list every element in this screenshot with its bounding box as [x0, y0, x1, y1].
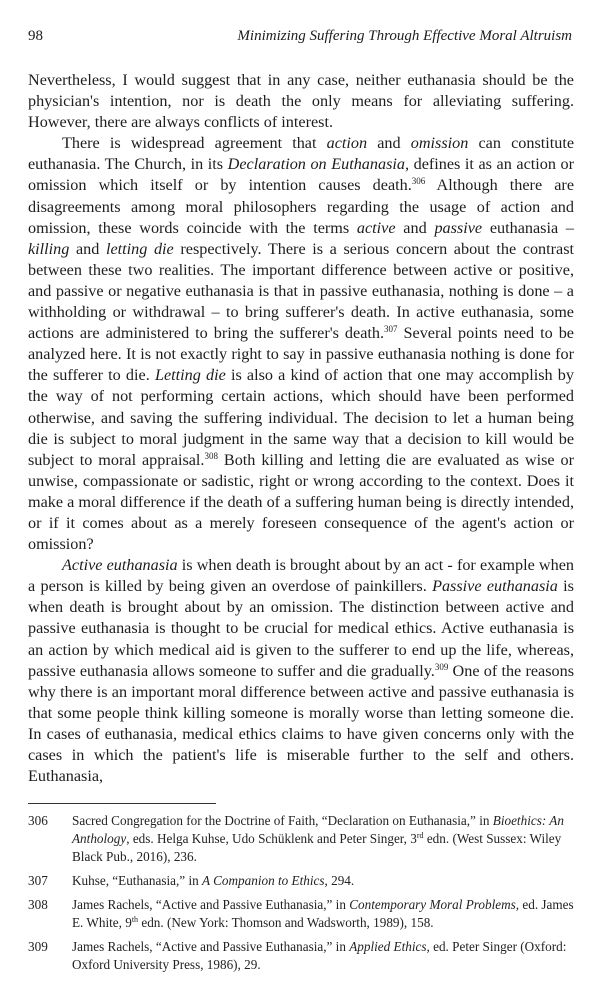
emphasis: Passive euthanasia [432, 577, 558, 596]
footnote-ref-308[interactable]: 308 [204, 450, 218, 461]
text-run: James Rachels, “Active and Passive Euthanasia,” in [72, 897, 350, 912]
footnote-307 [28, 872, 574, 890]
text-run: , 294. [324, 873, 355, 888]
footnote-ref-306[interactable]: 306 [411, 176, 426, 187]
text-run: Kuhse, “Euthanasia,” in [72, 873, 203, 888]
text-run: , eds. Helga Kuhse, Udo Schüklenk and Peter Singer, 3 [126, 831, 417, 846]
footnote-ref-309[interactable]: 309 [434, 661, 449, 672]
ordinal-suffix: rd [416, 831, 424, 840]
footnote-ref-307[interactable]: 307 [384, 324, 398, 335]
text-run: and [69, 239, 106, 258]
book-title: Bioethics: An Anthology [72, 813, 564, 846]
text-run: Both killing and letting die are evaluated as wise or unwise, compassionate or sadistic, right or wrong according to the context. Does it make a moral difference if the death of a suffering human being is directly intended, or if it comes about as a merely foreseen consequence of the agent's action or omission? [28, 450, 574, 554]
footnote-text [72, 938, 574, 974]
emphasis: letting die [105, 239, 174, 258]
text-run: edn. (New York: Thomson and Wadsworth, 1989), 158. [138, 915, 434, 930]
ordinal-suffix: th [131, 915, 139, 924]
text-run: is when death is brought about by an act - for example when a person is killed by being given an overdose of painkillers. [28, 556, 574, 596]
text-run: can constitute euthanasia. The Church, in its [28, 134, 575, 174]
text-run: Sacred Congregation for the Doctrine of Faith, “Declaration on Euthanasia,” in [72, 813, 493, 828]
text-run: One of the reasons why there is an important moral difference between active and passive euthanasia is that some people think killing someone is morally worse than letting someone die. In cases of euthanasia, medical ethics claims to have given concerns only with the cases in which the patient's life is miserable further to the self and others. Euthanasia, [28, 661, 574, 786]
footnote-text [72, 812, 574, 866]
footnote-text [72, 896, 574, 932]
emphasis: passive [434, 218, 483, 237]
footnote-number: 306 [28, 813, 48, 828]
text-run: and [395, 218, 435, 237]
running-title: Minimizing Suffering Through Effective Moral Altruism [237, 28, 572, 44]
text-run: James Rachels, “Active and Passive Euthanasia,” in [72, 939, 350, 954]
book-title: A Companion to Ethics [202, 873, 325, 888]
footnote-308 [28, 896, 574, 932]
document-title: Declaration on Euthanasia, [227, 155, 410, 174]
body-text [28, 70, 574, 787]
footnote-text [72, 872, 574, 890]
book-title: Applied Ethics [349, 939, 427, 954]
text-run: defines it as an action or omission which itself or by intention causes death. [28, 155, 574, 195]
text-run: edn. (West Sussex: Wiley Black Pub., 2016), 236. [72, 831, 562, 864]
footnote-number: 307 [28, 873, 48, 888]
text-run: is when death is brought about by an omission. The distinction between active and passive euthanasia is thought to be crucial for medical ethics. Active euthanasia is an action by which medical aid is given to the sufferer to end up the life, whereas, passive euthanasia allows someone to suffer and die gradually. [28, 577, 574, 680]
emphasis: Active euthanasia [62, 556, 178, 575]
footnote-306 [28, 812, 574, 866]
book-title: Contemporary Moral Problems [349, 897, 516, 912]
page-number: 98 [28, 28, 43, 44]
text-run: respectively. There is a serious concern about the contrast between these two realities. The important difference between active or positive, and passive or negative euthanasia is that in passive euthanasia, nothing is done – a withholding or withdrawal – to bring sufferer's death. In active euthanasia, some actions are administered to bring the sufferer's death. [28, 239, 574, 343]
emphasis: omission [410, 134, 469, 153]
paragraph-3 [28, 555, 574, 787]
emphasis: killing [28, 239, 70, 258]
footnote-divider [28, 803, 216, 804]
text-run: There is widespread agreement that [62, 134, 327, 153]
text-run: euthanasia – [482, 218, 574, 237]
paragraph-1: Nevertheless, I would suggest that in any case, neither euthanasia should be the physician's intention, nor is death the only means for alleviating suffering. However, there are always conflicts of interest. [28, 71, 574, 132]
emphasis: Letting die [154, 366, 226, 385]
emphasis: action [326, 134, 368, 153]
text-run: Although there are disagreements among moral philosophers regarding the usage of action and omission, these words coincide with the terms [28, 176, 574, 237]
text-run: , ed. Peter Singer (Oxford: Oxford University Press, 1986), 29. [72, 939, 567, 972]
footnote-309 [28, 938, 574, 974]
page-header [28, 28, 572, 48]
text-run: , ed. James E. White, 9 [72, 897, 574, 930]
text-run: is also a kind of action that one may accomplish by the way of not performing certain actions, which should have been performed otherwise, and saving the suffering individual. The decision to let a human being die is subject to moral judgment in the same way that a decision to kill would be subject to moral appraisal. [28, 366, 574, 469]
text-run: and [367, 134, 411, 153]
emphasis: active [356, 218, 396, 237]
text-run: Several points need to be analyzed here. It is not exactly right to say in passive euthanasia nothing is done for the sufferer to die. [28, 324, 574, 385]
footnotes [28, 812, 574, 980]
footnote-number: 309 [28, 939, 48, 954]
paragraph-2 [28, 133, 574, 555]
footnote-number: 308 [28, 897, 48, 912]
